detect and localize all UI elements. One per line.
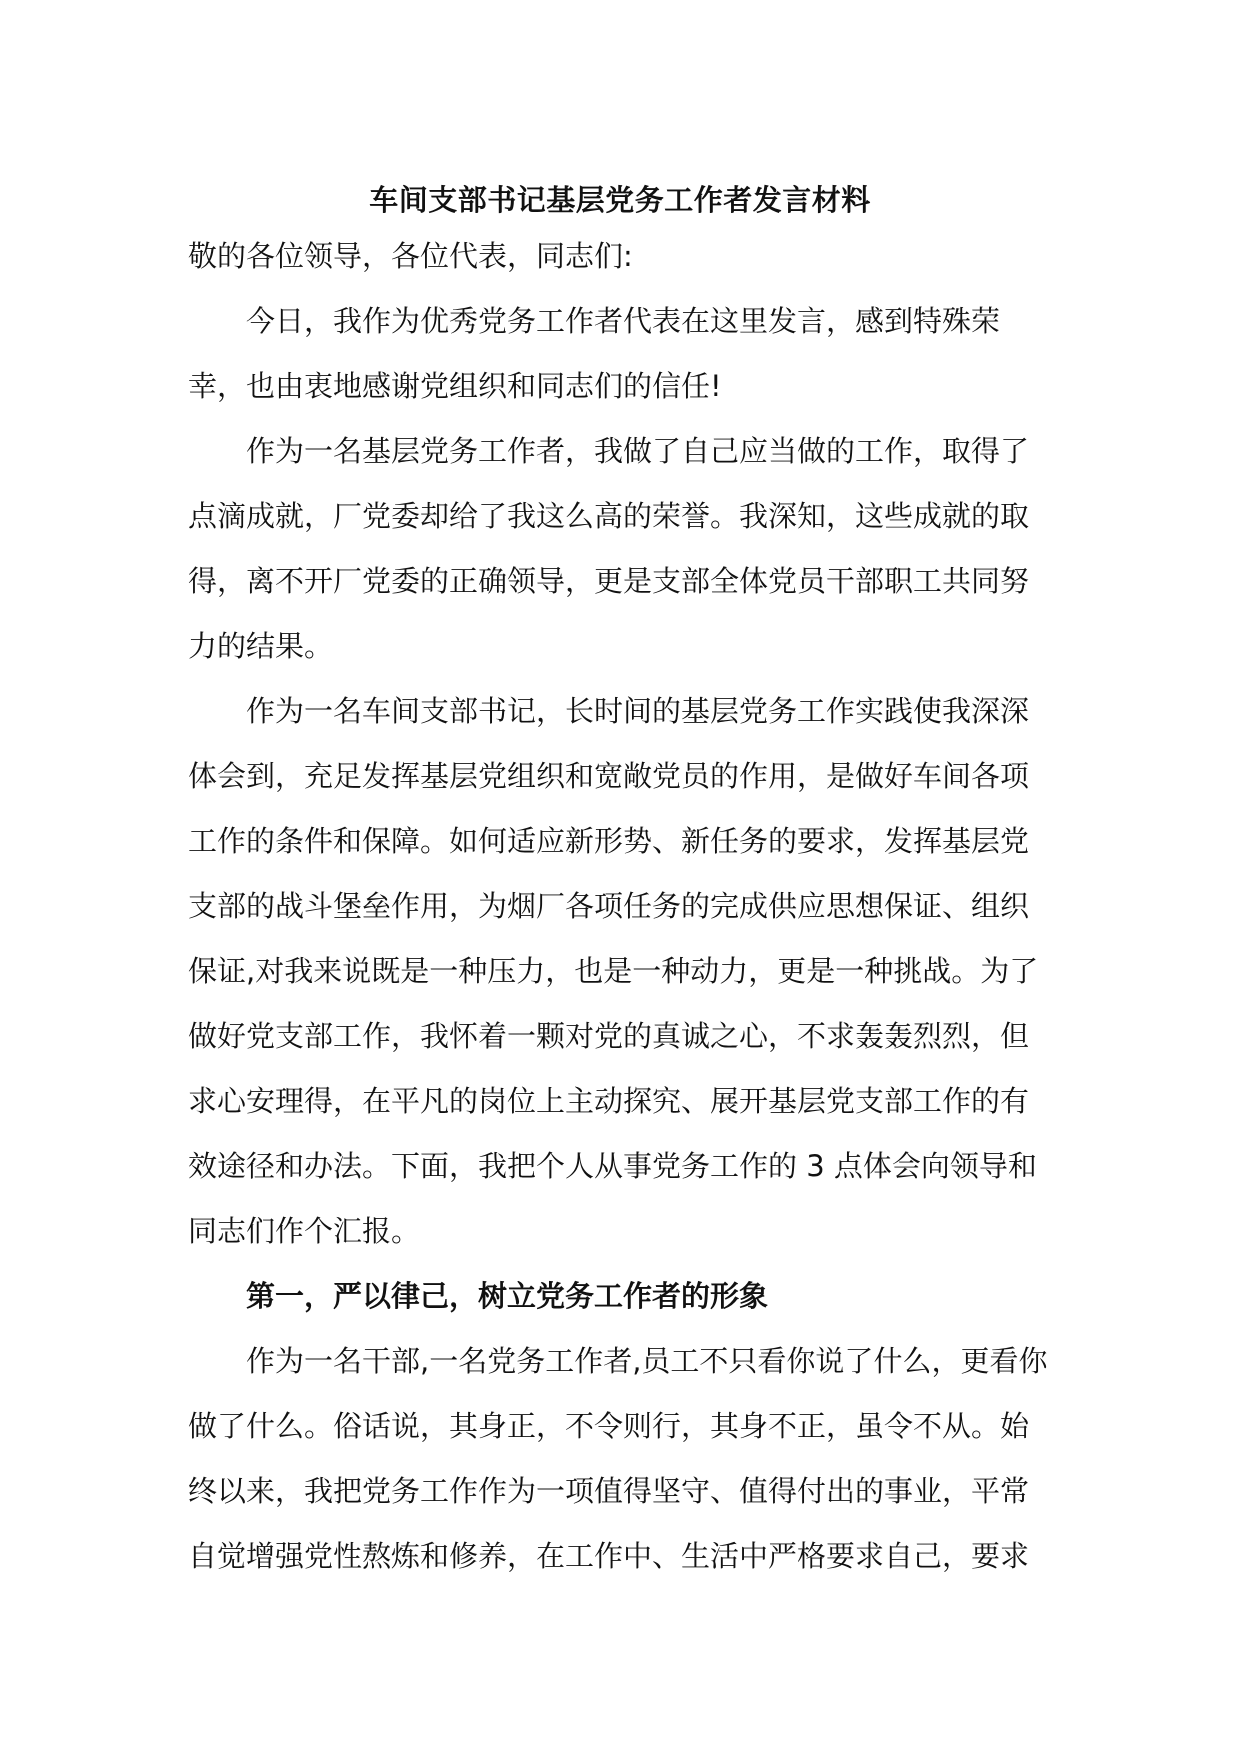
text-line: 作为一名干部,一名党务工作者,员工不只看你说了什么，更看你 [246, 1344, 1048, 1378]
text-line: 保证,对我来说既是一种压力，也是一种动力，更是一种挑战。为了 [188, 954, 1039, 988]
paragraph-lines [188, 224, 1052, 1589]
text-line: 今日，我作为优秀党务工作者代表在这里发言，感到特殊荣 [246, 304, 1001, 338]
text-line: 力的结果。 [188, 629, 334, 663]
document-title: 车间支部书记基层党务工作者发言材料 [369, 183, 871, 217]
section-heading: 第一，严以律己，树立党务工作者的形象 [246, 1279, 769, 1313]
text-line: 幸，也由衷地感谢党组织和同志们的信任! [188, 369, 722, 403]
text-line: 终以来，我把党务工作作为一项值得坚守、值得付出的事业，平常 [188, 1474, 1030, 1508]
text-line: 效途径和办法。下面，我把个人从事党务工作的 3 点体会向领导和 [188, 1149, 1037, 1183]
text-line: 得，离不开厂党委的正确领导，更是支部全体党员干部职工共同努 [188, 564, 1030, 598]
text-line: 同志们作个汇报。 [188, 1214, 421, 1248]
text-line: 作为一名基层党务工作者，我做了自己应当做的工作，取得了 [246, 434, 1030, 468]
document-body [188, 178, 1052, 1589]
text-line: 做了什么。俗话说，其身正，不令则行，其身不正，虽令不从。始 [188, 1409, 1030, 1443]
text-line: 工作的条件和保障。如何适应新形势、新任务的要求，发挥基层党 [188, 824, 1030, 858]
text-line: 做好党支部工作，我怀着一颗对党的真诚之心，不求轰轰烈烈，但 [188, 1019, 1030, 1053]
text-line: 自觉增强党性熬炼和修养，在工作中、生活中严格要求自己，要求 [188, 1539, 1030, 1573]
text-line: 求心安理得，在平凡的岗位上主动探究、展开基层党支部工作的有 [188, 1084, 1030, 1118]
text-line: 作为一名车间支部书记，长时间的基层党务工作实践使我深深 [246, 694, 1030, 728]
text-line: 敬的各位领导，各位代表，同志们: [188, 239, 633, 273]
text-line: 点滴成就，厂党委却给了我这么高的荣誉。我深知，这些成就的取 [188, 499, 1030, 533]
text-line: 支部的战斗堡垒作用，为烟厂各项任务的完成供应思想保证、组织 [188, 889, 1030, 923]
text-line: 体会到，充足发挥基层党组织和宽敞党员的作用，是做好车间各项 [188, 759, 1030, 793]
